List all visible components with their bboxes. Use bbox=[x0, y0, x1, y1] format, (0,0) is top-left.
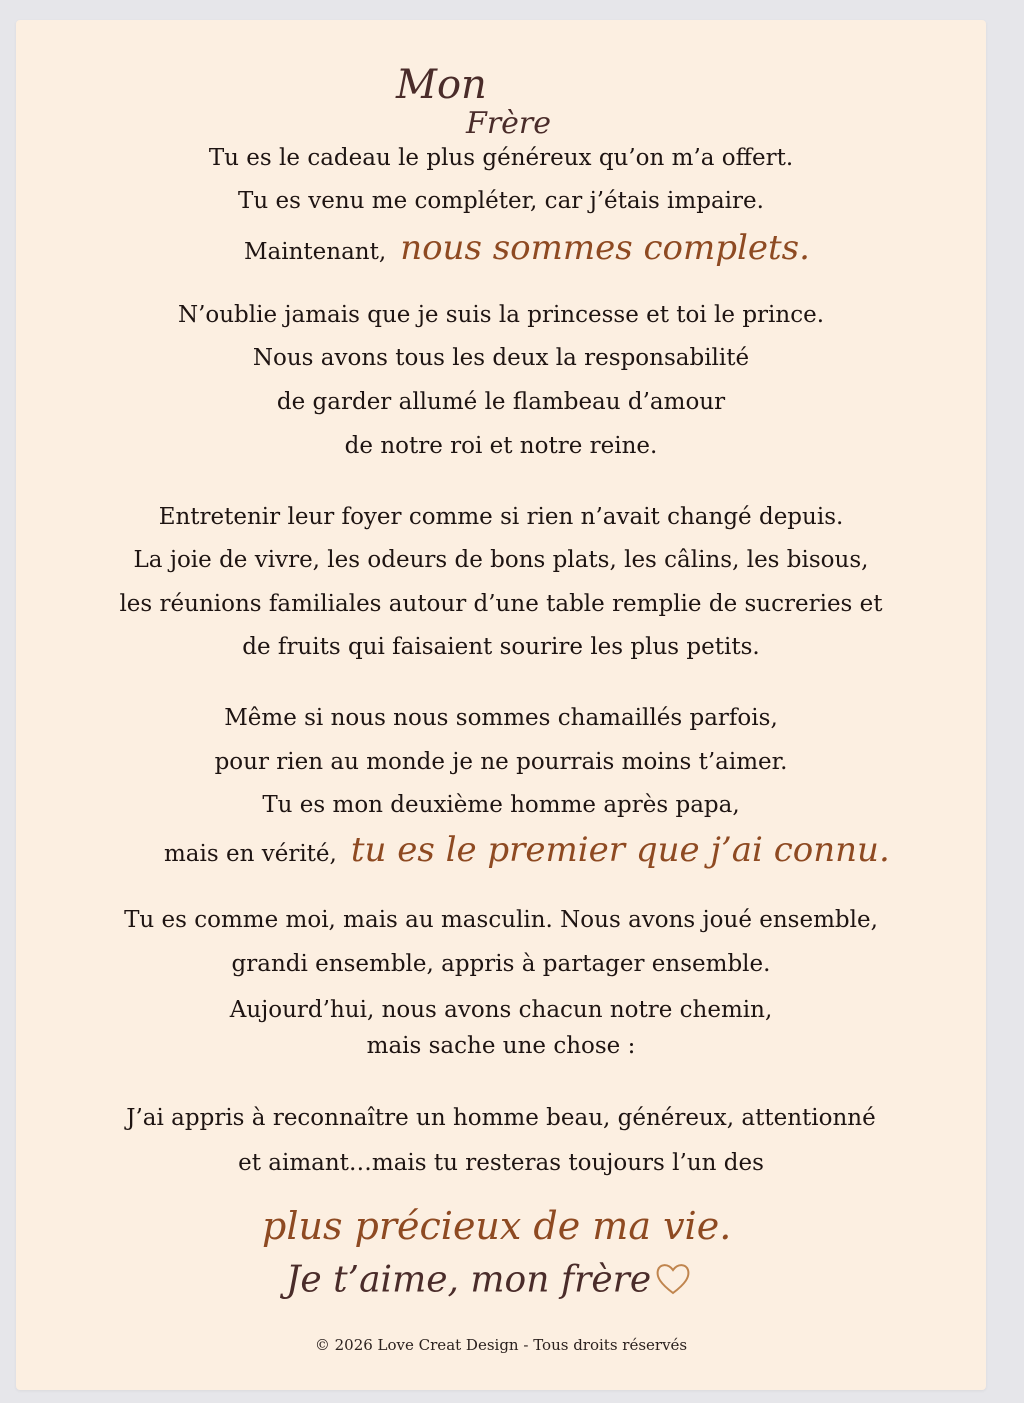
title-mon: Mon bbox=[396, 62, 487, 108]
poem-line: Nous avons tous les deux la responsabilité bbox=[252, 345, 750, 371]
poem-line: Même si nous nous sommes chamaillés parfois, bbox=[224, 705, 778, 731]
poem-line: et aimant…mais tu resteras toujours l’un des bbox=[238, 1150, 764, 1176]
poem-line: de garder allumé le flambeau d’amour bbox=[276, 389, 726, 415]
script-text: nous sommes complets. bbox=[400, 228, 810, 268]
poem-line: Aujourd’hui, nous avons chacun notre chemin, bbox=[229, 997, 773, 1023]
poem-line-mixed bbox=[244, 228, 810, 268]
poem-line: Tu es comme moi, mais au masculin. Nous avons joué ensemble, bbox=[124, 907, 878, 933]
closing-line-2 bbox=[286, 1258, 693, 1307]
poem-line: les réunions familiales autour d’une table remplie de sucreries et bbox=[119, 591, 883, 617]
heart-icon bbox=[653, 1258, 693, 1307]
poem-line: pour rien au monde je ne pourrais moins t’aimer. bbox=[214, 749, 788, 775]
copyright: © 2026 Love Creat Design - Tous droits réservés bbox=[314, 1336, 688, 1354]
poem-line: mais sache une chose : bbox=[366, 1033, 636, 1059]
poem-line: La joie de vivre, les odeurs de bons plats, les câlins, les bisous, bbox=[133, 547, 869, 573]
script-text: tu es le premier que j’ai connu. bbox=[350, 830, 890, 870]
poem-line: N’oublie jamais que je suis la princesse et toi le prince. bbox=[177, 302, 825, 328]
closing-line-1: plus précieux de ma vie. bbox=[262, 1204, 732, 1248]
poem-line: Tu es le cadeau le plus généreux qu’on m’a offert. bbox=[208, 145, 794, 171]
poem-line: grandi ensemble, appris à partager ensemble. bbox=[231, 951, 771, 977]
closing-text: Je t’aime, mon frère bbox=[286, 1259, 652, 1301]
poem-line: de notre roi et notre reine. bbox=[344, 433, 658, 459]
poem-line: J’ai appris à reconnaître un homme beau, généreux, attentionné bbox=[126, 1105, 876, 1131]
poem-line: Tu es venu me compléter, car j’étais impaire. bbox=[238, 188, 764, 214]
plain-text: Maintenant, bbox=[244, 239, 387, 265]
poem-line: Entretenir leur foyer comme si rien n’avait changé depuis. bbox=[158, 504, 844, 530]
poem-line-mixed bbox=[164, 830, 890, 870]
plain-text: mais en vérité, bbox=[164, 841, 337, 867]
title-frere: Frère bbox=[466, 106, 552, 141]
poem-card bbox=[16, 20, 986, 1390]
poem-line: Tu es mon deuxième homme après papa, bbox=[262, 792, 740, 818]
poem-line: de fruits qui faisaient sourire les plus petits. bbox=[242, 634, 760, 660]
